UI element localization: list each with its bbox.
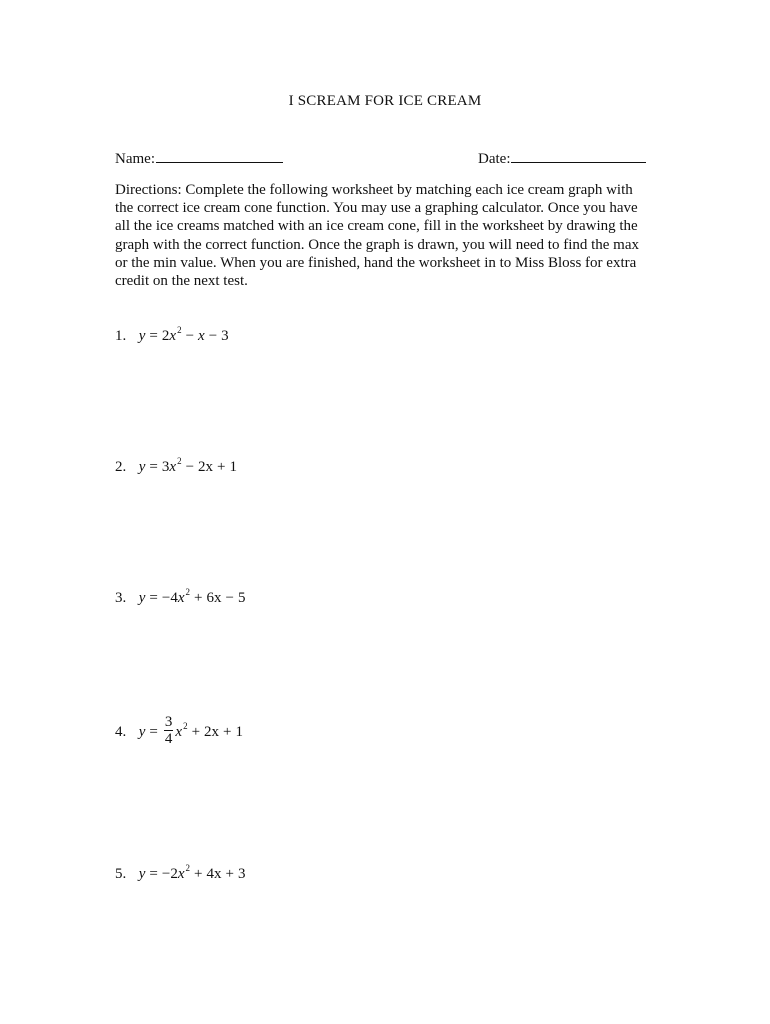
equation: $y = 2x^2 - x - 3$ [138, 325, 229, 344]
date-label: Date: [478, 151, 511, 167]
problem-2 [115, 456, 237, 476]
problem-1 [115, 325, 229, 345]
problem-number: 5. [115, 866, 127, 882]
date-field [478, 148, 646, 168]
equation: y = $\frac{3}{4}$ $x^2 + 2x + 1$ [138, 714, 243, 747]
name-blank-line[interactable] [156, 148, 283, 163]
equation: $y = -2x^2 + 4x + 3$ [138, 863, 246, 882]
name-label: Name: [115, 151, 155, 167]
equation: $y = 3x^2 - 2x + 1$ [138, 456, 237, 475]
page-title: I SCREAM FOR ICE CREAM [288, 93, 482, 109]
fraction-coefficient: $\frac{3}{4}$ [164, 714, 173, 747]
problem-number: 2. [115, 459, 127, 475]
date-blank-line[interactable] [511, 148, 646, 163]
problem-number: 3. [115, 590, 127, 606]
equation: $y = -4x^2 + 6x - 5$ [138, 587, 246, 606]
problem-4 [115, 716, 243, 749]
problem-number: 4. [115, 723, 127, 740]
problem-5 [115, 863, 246, 883]
name-field [115, 148, 283, 168]
problem-3 [115, 587, 246, 607]
problem-number: 1. [115, 328, 127, 344]
directions-paragraph: Directions: Complete the following worksheet by matching each ice cream graph with the correct ice cream cone function. You may use a graphing calculator. Once you have all the ice creams matched with an ice cream cone, fill in the worksheet by drawing the graph with the correct function. Once the graph is drawn, you will need to find the max or the min value. When you are finished, hand the worksheet in to Miss Bloss for extra credit on the next test. [115, 182, 640, 290]
